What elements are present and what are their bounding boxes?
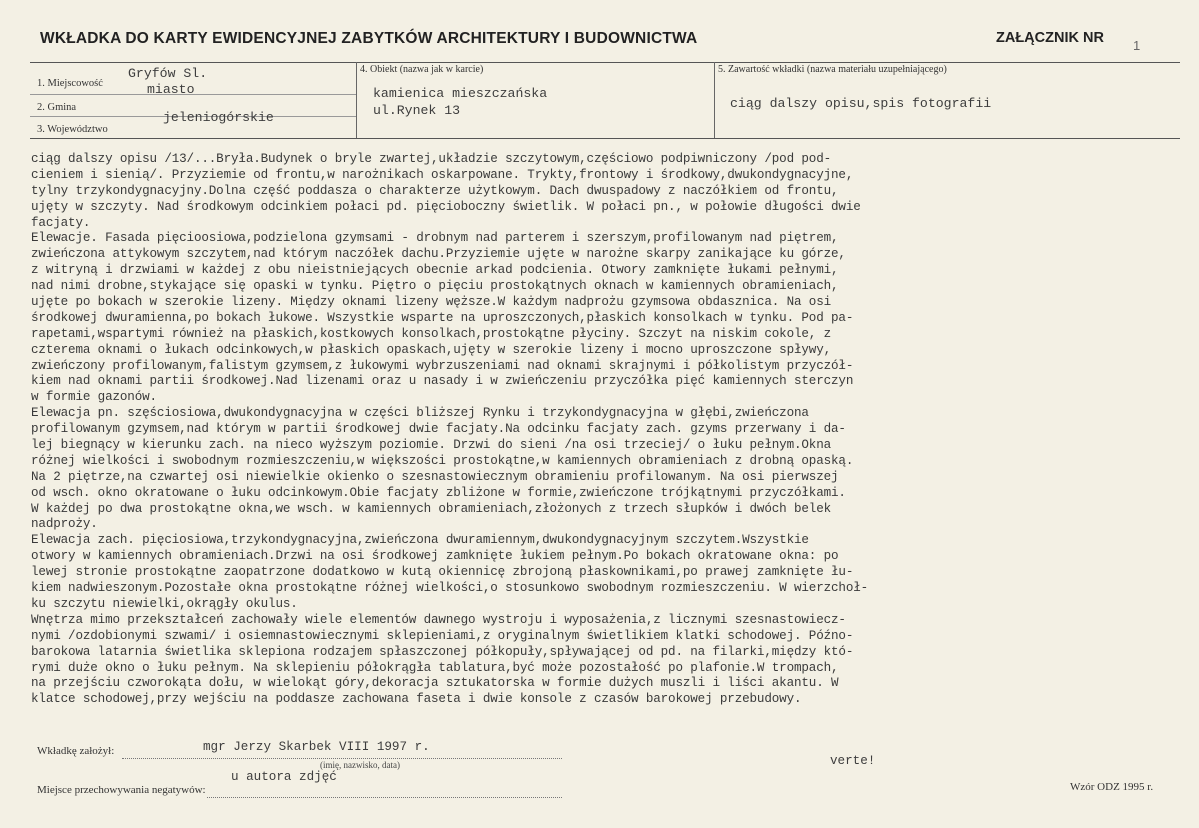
annex-number: 1 xyxy=(1133,38,1141,53)
label-content: 5. Zawartość wkładki (nazwa materiału uzupełniającego) xyxy=(718,64,947,75)
description-line: lewej stronie prostokątne zaopatrzone dodatkowo w kutą okiennicę zbrojoną płaskownikami,po prawej zamknięte łu- xyxy=(31,565,854,580)
description-line: Na 2 piętrze,na czwartej osi niewielkie okienko o szesnastowiecznym obramieniu profilowanym. Na osi pierwszej xyxy=(31,469,839,484)
label-commune: 2. Gmina xyxy=(37,102,77,113)
description-line: ujęte po bokach w szerokie lizeny. Między oknami lizeny węższe.W każdym nadprożu gzymsowa obdasznica. Na osi xyxy=(31,295,832,310)
description-line: ujęty w szczyty. Nad środkowym odcinkiem połaci pd. pięcioboczny świetlik. W połaci pn., w połowie długości dwie xyxy=(31,199,861,214)
description-line: ciąg dalszy opisu /13/...Bryła.Budynek o bryle zwartej,układzie szczytowym,częściowo podpiwniczony /pod pod- xyxy=(31,152,832,166)
description-line: z witryną i drzwiami w każdej z obu nieistniejących obecnie arkad podcienia. Otwory zamknięte łukami pełnymi, xyxy=(31,263,839,278)
description-line: czterema oknami o łukach odcinkowych,w płaskich opaskach,ujęty w szerokie lizeny i mocno uproszczone spływy, xyxy=(31,342,832,357)
description-line: rymi duże okno o łuku pełnym. Na sklepieniu półokrągła tablatura,być może pozostałość po plafonie.W trompach, xyxy=(31,660,839,675)
form-bottom-rule xyxy=(30,138,1180,139)
value-content: ciąg dalszy opisu,spis fotografii xyxy=(730,96,992,111)
description-line: lej biegnący w kierunku zach. na nieco wyższym poziomie. Drzwi do sieni /na osi trzeciej/ o łuku pełnym.Okna xyxy=(31,438,832,453)
document-title: WKŁADKA DO KARTY EWIDENCYJNEJ ZABYTKÓW ARCHITEKTURY I BUDOWNICTWA xyxy=(40,30,698,47)
form-divider-1 xyxy=(356,62,357,138)
description-line: różnej wielkości i swobodnym rozmieszczeniu,w większości prostokątne,w kamiennych obramieniach z drobną opaską. xyxy=(31,453,854,468)
value-object-line-1: kamienica mieszczańska xyxy=(373,86,548,101)
description-line: Elewacje. Fasada pięcioosiowa,podzielona gzymsami - drobnym nad parterem i szerszym,profilowanym nad piętrem, xyxy=(31,231,839,246)
author-value: mgr Jerzy Skarbek VIII 1997 r. xyxy=(203,740,430,754)
description-line: W każdej po dwa prostokątne okna,we wsch. w kamiennych obramieniach,złożonych z trzech słupków i dwóch belek xyxy=(31,501,832,516)
value-town-type: miasto xyxy=(147,82,195,97)
description-line: barokowa latarnia świetlika sklepiona rodzajem spłaszczonej półkopuły,spływającej od pd. na filarki,między któ- xyxy=(31,644,854,659)
value-commune: jeleniogórskie xyxy=(163,110,274,125)
label-town: 1. Miejscowość xyxy=(37,78,103,89)
description-line: klatce schodowej,przy wejściu na poddasze zachowana faseta i dwie konsole z czasów barokowej przebudowy. xyxy=(31,692,802,707)
description-line: kiem nadwieszonym.Pozostałe okna prostokątne różnej wielkości,o stosunkowo swobodnym rozmieszczeniu. W wierzchoł- xyxy=(31,581,869,596)
description-line: zwieńczony profilowanym,falistym gzymsem,z łukowymi wybrzuszeniami nad oknami skrajnymi i półkolistym przyczół- xyxy=(31,358,854,373)
description-line: Elewacja pn. szęściosiowa,dwukondygnacyjna w części bliższej Rynku i trzykondygnacyjna w głębi,zwieńczona xyxy=(31,406,809,421)
verte-note: verte! xyxy=(830,754,876,768)
description-line: profilowanym gzymsem,nad którym w partii środkowej dwie facjaty.Na odcinku facjaty zach. gzyms przerwany i da- xyxy=(31,422,846,437)
description-line: nymi /ozdobionymi szwami/ i osiemnastowiecznymi sklepieniami,z oryginalnym świetlikiem klatki schodowej. Późno- xyxy=(31,628,854,643)
description-line: nadproży. xyxy=(31,517,98,532)
description-line: rapetami,wspartymi również na płaskich,kostkowych konsolkach,prostokątne płyciny. Szczyt na niskim cokole, z xyxy=(31,326,832,341)
description-line: kiem nad oknami partii środkowej.Nad lizenami oraz u nasady i w zwieńczeniu przyczółka pięć kamiennych sterczyn xyxy=(31,374,854,389)
description-line: nad nimi drobne,stykające się opaski w tynku. Piętro o pięciu prostokątnych oknach w kamiennych obramieniach, xyxy=(31,279,839,294)
description-text xyxy=(31,152,1191,708)
description-line: od wsch. okno okratowane o łuku odcinkowym.Obie facjaty zbliżone w formie,zwieńczone trójkątnymi przyczółkami. xyxy=(31,485,846,500)
author-dotted-line xyxy=(122,758,562,759)
description-line: zwieńczona attykowym szczytem,nad którym naczółek dachu.Przyziemie ujęte w narożne skarpy zanikające ku górze, xyxy=(31,247,846,262)
description-line: otwory w kamiennych obramieniach.Drzwi na osi środkowej zamknięte łukiem pełnym.Po bokach okratowane okna: po xyxy=(31,549,839,564)
description-line: Wnętrza mimo przekształceń zachowały wiele elementów dawnego wystroju i wyposażenia,z licznymi szesnastowiecz- xyxy=(31,612,846,627)
author-caption: (imię, nazwisko, data) xyxy=(320,760,400,770)
value-object-line-2: ul.Rynek 13 xyxy=(373,103,461,118)
description-line: facjaty. xyxy=(31,215,91,230)
label-voivodeship: 3. Województwo xyxy=(37,124,108,135)
photo-note: u autora zdjęć xyxy=(231,770,337,784)
description-line: tylny trzykondygnacyjny.Dolna część poddasza o charakterze użytkowym. Dach dwuspadowy z naczółkiem od frontu, xyxy=(31,183,839,198)
form-model: Wzór ODZ 1995 r. xyxy=(1070,781,1154,793)
label-object: 4. Obiekt (nazwa jak w karcie) xyxy=(360,64,484,75)
negatives-label: Miejsce przechowywania negatywów: xyxy=(37,784,206,796)
annex-label: ZAŁĄCZNIK NR xyxy=(996,30,1104,46)
description-line: Elewacja zach. pięciosiowa,trzykondygnacyjna,zwieńczona dwuramiennym,dwukondygnacyjnym szczytem.Wszystkie xyxy=(31,533,809,548)
description-line: ku szczytu niewielki,okrągły okulus. xyxy=(31,596,298,611)
form-top-rule xyxy=(30,62,1180,63)
description-line: w formie gazonów. xyxy=(31,390,157,405)
form-divider-2 xyxy=(714,62,715,138)
description-line: cieniem i sienią/. Przyziemie od frontu,w narożnikach oskarpowane. Trykty,frontowy i środkowy,dwukondygnacyjne, xyxy=(31,167,854,182)
description-line: środkowej dwuramienna,po bokach łukowe. Wszystkie wsparte na uproszczonych,płaskich konsolkach w tynku. Pod pa- xyxy=(31,310,854,325)
value-town: Gryfów Sl. xyxy=(128,66,208,81)
negatives-dotted-line xyxy=(207,797,562,798)
description-line: na przejściu czworokąta dołu, w wielokąt góry,dekoracja sztukatorska w formie dużych muszli i liści akantu. W xyxy=(31,676,839,691)
author-label: Wkładkę założył: xyxy=(37,745,115,757)
